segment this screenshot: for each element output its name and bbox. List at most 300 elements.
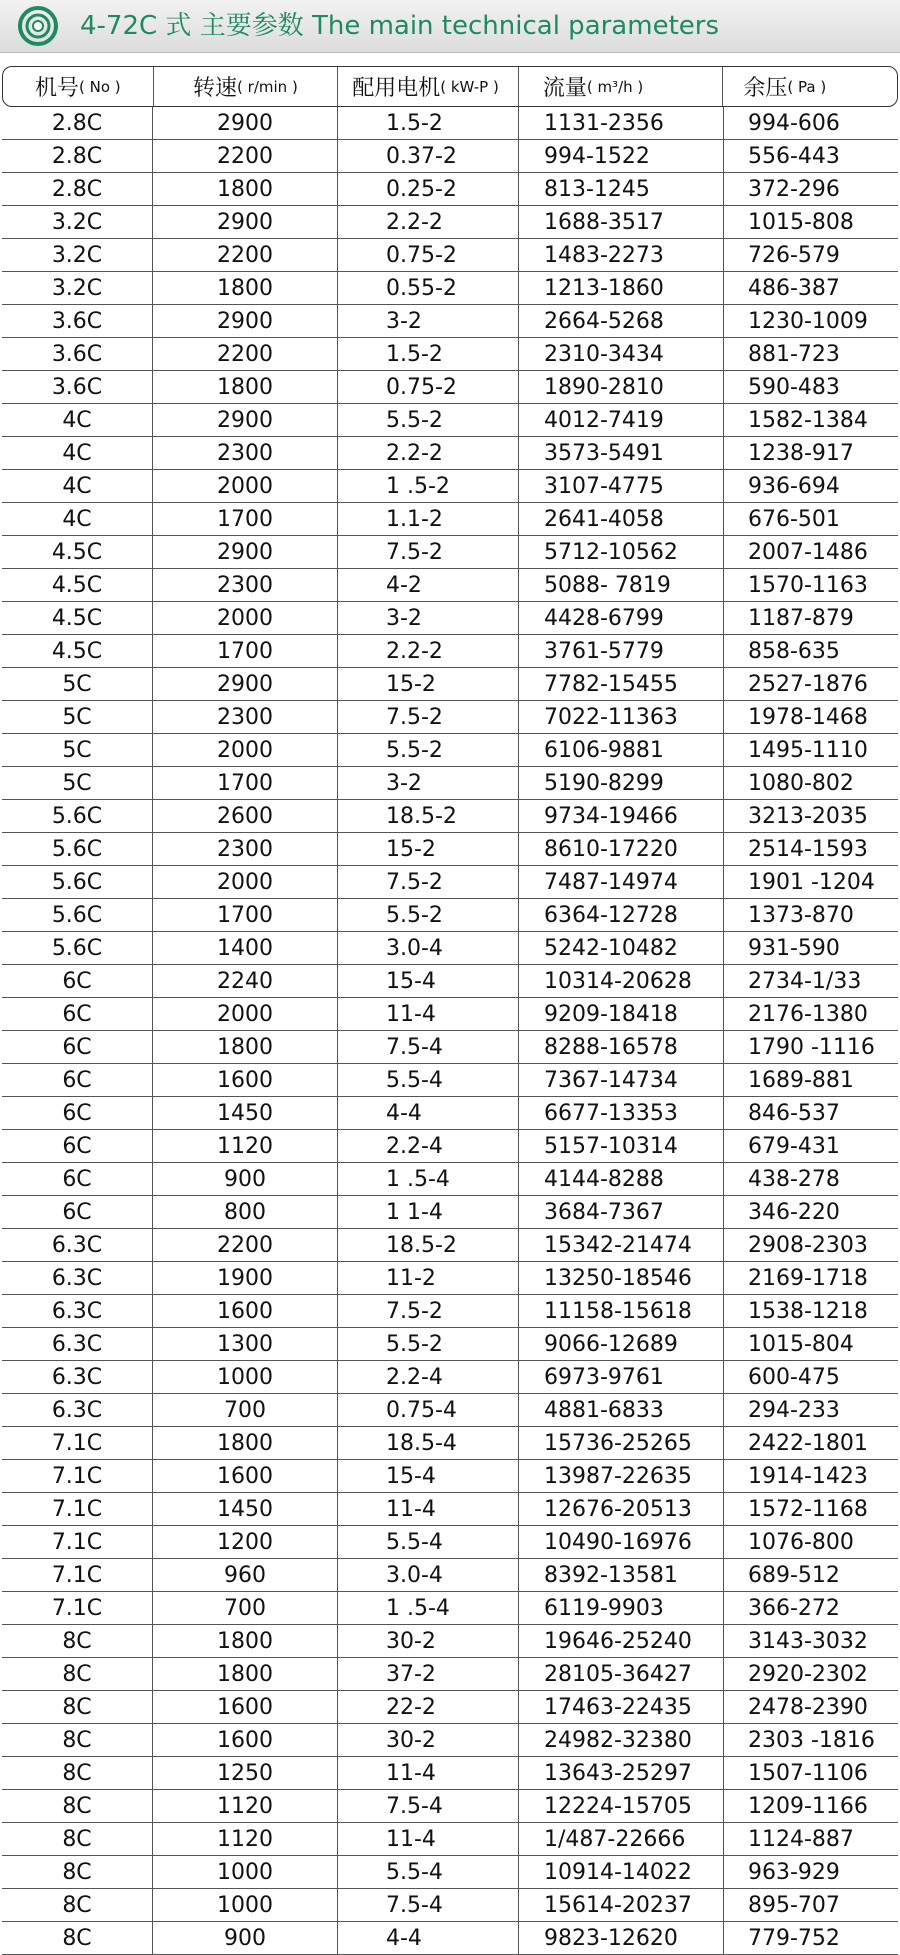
cell-motor: 3-2 xyxy=(337,767,518,799)
cell-flow: 1/487-22666 xyxy=(518,1823,723,1855)
cell-pressure: 372-296 xyxy=(723,173,898,205)
cell-no: 5C xyxy=(62,671,92,697)
cell-motor: 3-2 xyxy=(337,305,518,337)
cell-motor: 11-4 xyxy=(337,1493,518,1525)
cell-speed: 1600 xyxy=(152,1295,337,1327)
cell-flow: 8288-16578 xyxy=(518,1031,723,1063)
cell-pressure: 689-512 xyxy=(723,1559,898,1591)
cell-no: 6C xyxy=(62,1001,92,1027)
cell-speed: 1000 xyxy=(152,1856,337,1888)
cell-flow: 13643-25297 xyxy=(518,1757,723,1789)
cell-no: 6C xyxy=(62,1067,92,1093)
cell-speed: 1300 xyxy=(152,1328,337,1360)
cell-flow: 12676-20513 xyxy=(518,1493,723,1525)
table-row xyxy=(2,833,898,866)
cell-speed: 1000 xyxy=(152,1361,337,1393)
cell-motor: 7.5-4 xyxy=(337,1790,518,1822)
cell-speed: 1800 xyxy=(152,173,337,205)
cell-flow: 13250-18546 xyxy=(518,1262,723,1294)
cell-speed: 2300 xyxy=(152,701,337,733)
cell-pressure: 2478-2390 xyxy=(723,1691,898,1723)
cell-motor: 11-2 xyxy=(337,1262,518,1294)
cell-speed: 1120 xyxy=(152,1823,337,1855)
cell-motor: 2.2-2 xyxy=(337,206,518,238)
table-row xyxy=(2,1922,898,1955)
cell-flow: 994-1522 xyxy=(518,140,723,172)
cell-no: 5C xyxy=(62,704,92,730)
cell-motor: 4-2 xyxy=(337,569,518,601)
cell-speed: 1800 xyxy=(152,1427,337,1459)
cell-speed: 2900 xyxy=(152,536,337,568)
concentric-ring-logo-icon xyxy=(18,6,58,46)
cell-no: 7.1C xyxy=(51,1463,103,1489)
cell-pressure: 931-590 xyxy=(723,932,898,964)
cell-speed: 1600 xyxy=(152,1691,337,1723)
table-row xyxy=(2,1262,898,1295)
cell-motor: 0.37-2 xyxy=(337,140,518,172)
cell-motor: 2.2-4 xyxy=(337,1361,518,1393)
cell-pressure: 1015-808 xyxy=(723,206,898,238)
cell-motor: 7.5-2 xyxy=(337,1295,518,1327)
cell-flow: 1131-2356 xyxy=(518,107,723,139)
cell-pressure: 1495-1110 xyxy=(723,734,898,766)
cell-pressure: 936-694 xyxy=(723,470,898,502)
table-row xyxy=(2,404,898,437)
cell-no: 6.3C xyxy=(51,1364,103,1390)
table-row xyxy=(2,1460,898,1493)
table-row xyxy=(2,734,898,767)
cell-flow: 9066-12689 xyxy=(518,1328,723,1360)
cell-flow: 7782-15455 xyxy=(518,668,723,700)
cell-pressure: 590-483 xyxy=(723,371,898,403)
cell-flow: 6973-9761 xyxy=(518,1361,723,1393)
cell-no: 4C xyxy=(62,506,92,532)
cell-pressure: 1209-1166 xyxy=(723,1790,898,1822)
cell-motor: 7.5-4 xyxy=(337,1889,518,1921)
header-flow: 流量 ( m³/h ) xyxy=(518,67,723,106)
cell-motor: 15-4 xyxy=(337,1460,518,1492)
parameters-table xyxy=(2,66,898,1955)
cell-flow: 4428-6799 xyxy=(518,602,723,634)
table-row xyxy=(2,239,898,272)
cell-speed: 2900 xyxy=(152,206,337,238)
cell-no: 6C xyxy=(62,1166,92,1192)
cell-motor: 15-2 xyxy=(337,833,518,865)
cell-flow: 2664-5268 xyxy=(518,305,723,337)
cell-no: 8C xyxy=(62,1892,92,1918)
cell-motor: 2.2-2 xyxy=(337,437,518,469)
cell-pressure: 1124-887 xyxy=(723,1823,898,1855)
cell-motor: 2.2-4 xyxy=(337,1130,518,1162)
cell-no: 6C xyxy=(62,1100,92,1126)
cell-no: 6.3C xyxy=(51,1331,103,1357)
cell-flow: 1688-3517 xyxy=(518,206,723,238)
cell-motor: 1 .5-4 xyxy=(337,1163,518,1195)
cell-no: 8C xyxy=(62,1859,92,1885)
cell-speed: 1250 xyxy=(152,1757,337,1789)
cell-pressure: 963-929 xyxy=(723,1856,898,1888)
cell-motor: 15-2 xyxy=(337,668,518,700)
cell-flow: 5088- 7819 xyxy=(518,569,723,601)
cell-speed: 2900 xyxy=(152,404,337,436)
cell-flow: 7022-11363 xyxy=(518,701,723,733)
cell-speed: 2900 xyxy=(152,668,337,700)
cell-pressure: 1080-802 xyxy=(723,767,898,799)
table-row xyxy=(2,1856,898,1889)
table-body xyxy=(2,107,898,1955)
cell-pressure: 1978-1468 xyxy=(723,701,898,733)
cell-no: 3.6C xyxy=(51,341,103,367)
table-row xyxy=(2,1757,898,1790)
cell-no: 2.8C xyxy=(51,176,103,202)
cell-no: 8C xyxy=(62,1661,92,1687)
cell-flow: 5242-10482 xyxy=(518,932,723,964)
table-row xyxy=(2,1427,898,1460)
header-speed: 转速 ( r/min ) xyxy=(153,67,338,106)
cell-flow: 6106-9881 xyxy=(518,734,723,766)
cell-no: 4C xyxy=(62,440,92,466)
cell-flow: 9209-18418 xyxy=(518,998,723,1030)
cell-speed: 1800 xyxy=(152,272,337,304)
cell-no: 7.1C xyxy=(51,1496,103,1522)
cell-flow: 10914-14022 xyxy=(518,1856,723,1888)
cell-speed: 2200 xyxy=(152,1229,337,1261)
cell-pressure: 438-278 xyxy=(723,1163,898,1195)
cell-no: 3.6C xyxy=(51,374,103,400)
cell-pressure: 2734-1/33 xyxy=(723,965,898,997)
table-row xyxy=(2,107,898,140)
table-row xyxy=(2,635,898,668)
header-pressure: 余压 ( Pa ) xyxy=(722,67,897,106)
cell-no: 5.6C xyxy=(51,836,103,862)
table-row xyxy=(2,206,898,239)
cell-pressure: 3213-2035 xyxy=(723,800,898,832)
cell-flow: 3573-5491 xyxy=(518,437,723,469)
table-row xyxy=(2,800,898,833)
cell-motor: 4-4 xyxy=(337,1922,518,1954)
cell-no: 6.3C xyxy=(51,1397,103,1423)
cell-speed: 900 xyxy=(152,1163,337,1195)
cell-no: 3.2C xyxy=(51,209,103,235)
cell-motor: 11-4 xyxy=(337,1823,518,1855)
cell-motor: 11-4 xyxy=(337,1757,518,1789)
cell-flow: 3107-4775 xyxy=(518,470,723,502)
cell-pressure: 3143-3032 xyxy=(723,1625,898,1657)
table-row xyxy=(2,1361,898,1394)
table-row xyxy=(2,668,898,701)
cell-motor: 2.2-2 xyxy=(337,635,518,667)
cell-flow: 10490-16976 xyxy=(518,1526,723,1558)
cell-pressure: 556-443 xyxy=(723,140,898,172)
cell-motor: 7.5-2 xyxy=(337,536,518,568)
cell-speed: 2300 xyxy=(152,833,337,865)
page-title: 4-72C 式 主要参数 The main technical parameters xyxy=(80,11,719,41)
cell-motor: 30-2 xyxy=(337,1724,518,1756)
cell-speed: 1700 xyxy=(152,635,337,667)
cell-no: 6C xyxy=(62,968,92,994)
cell-flow: 1213-1860 xyxy=(518,272,723,304)
cell-no: 3.2C xyxy=(51,242,103,268)
cell-pressure: 676-501 xyxy=(723,503,898,535)
cell-no: 7.1C xyxy=(51,1562,103,1588)
cell-pressure: 2007-1486 xyxy=(723,536,898,568)
table-row xyxy=(2,899,898,932)
table-row xyxy=(2,1097,898,1130)
cell-motor: 7.5-4 xyxy=(337,1031,518,1063)
cell-motor: 0.75-2 xyxy=(337,239,518,271)
cell-motor: 5.5-4 xyxy=(337,1526,518,1558)
cell-motor: 1.1-2 xyxy=(337,503,518,535)
cell-speed: 2300 xyxy=(152,437,337,469)
cell-speed: 2000 xyxy=(152,602,337,634)
cell-speed: 1700 xyxy=(152,503,337,535)
cell-flow: 1483-2273 xyxy=(518,239,723,271)
cell-pressure: 2908-2303 xyxy=(723,1229,898,1261)
cell-motor: 1 .5-2 xyxy=(337,470,518,502)
cell-motor: 0.25-2 xyxy=(337,173,518,205)
cell-pressure: 2920-2302 xyxy=(723,1658,898,1690)
cell-no: 8C xyxy=(62,1793,92,1819)
cell-flow: 28105-36427 xyxy=(518,1658,723,1690)
cell-flow: 24982-32380 xyxy=(518,1724,723,1756)
cell-no: 7.1C xyxy=(51,1529,103,1555)
cell-speed: 800 xyxy=(152,1196,337,1228)
header-no: 机号 ( No ) xyxy=(34,76,121,101)
table-row xyxy=(2,602,898,635)
table-row xyxy=(2,866,898,899)
cell-speed: 1000 xyxy=(152,1889,337,1921)
cell-no: 4.5C xyxy=(51,605,103,631)
cell-pressure: 1238-917 xyxy=(723,437,898,469)
cell-speed: 1800 xyxy=(152,371,337,403)
cell-flow: 9823-12620 xyxy=(518,1922,723,1954)
cell-no: 5.6C xyxy=(51,803,103,829)
cell-flow: 5712-10562 xyxy=(518,536,723,568)
cell-pressure: 1373-870 xyxy=(723,899,898,931)
cell-motor: 11-4 xyxy=(337,998,518,1030)
table-row xyxy=(2,503,898,536)
cell-pressure: 1507-1106 xyxy=(723,1757,898,1789)
cell-motor: 0.55-2 xyxy=(337,272,518,304)
cell-flow: 813-1245 xyxy=(518,173,723,205)
cell-no: 6.3C xyxy=(51,1265,103,1291)
table-header-row xyxy=(2,66,898,107)
cell-speed: 900 xyxy=(152,1922,337,1954)
cell-flow: 6677-13353 xyxy=(518,1097,723,1129)
table-row xyxy=(2,1691,898,1724)
cell-speed: 2200 xyxy=(152,239,337,271)
cell-pressure: 1538-1218 xyxy=(723,1295,898,1327)
table-row xyxy=(2,1724,898,1757)
table-row xyxy=(2,1790,898,1823)
cell-no: 5C xyxy=(62,770,92,796)
cell-no: 2.8C xyxy=(51,143,103,169)
cell-flow: 17463-22435 xyxy=(518,1691,723,1723)
cell-motor: 7.5-2 xyxy=(337,701,518,733)
cell-pressure: 294-233 xyxy=(723,1394,898,1426)
table-row xyxy=(2,932,898,965)
cell-no: 4.5C xyxy=(51,539,103,565)
cell-motor: 4-4 xyxy=(337,1097,518,1129)
cell-motor: 15-4 xyxy=(337,965,518,997)
table-row xyxy=(2,1625,898,1658)
cell-flow: 5157-10314 xyxy=(518,1130,723,1162)
cell-pressure: 1901 -1204 xyxy=(723,866,898,898)
cell-flow: 3684-7367 xyxy=(518,1196,723,1228)
cell-motor: 3-2 xyxy=(337,602,518,634)
cell-motor: 5.5-4 xyxy=(337,1064,518,1096)
cell-flow: 15342-21474 xyxy=(518,1229,723,1261)
cell-motor: 3.0-4 xyxy=(337,1559,518,1591)
cell-no: 8C xyxy=(62,1925,92,1951)
cell-pressure: 881-723 xyxy=(723,338,898,370)
cell-pressure: 1230-1009 xyxy=(723,305,898,337)
cell-speed: 1120 xyxy=(152,1790,337,1822)
table-row xyxy=(2,1328,898,1361)
cell-motor: 5.5-2 xyxy=(337,734,518,766)
cell-pressure: 726-579 xyxy=(723,239,898,271)
cell-speed: 1800 xyxy=(152,1625,337,1657)
cell-no: 8C xyxy=(62,1826,92,1852)
cell-pressure: 2176-1380 xyxy=(723,998,898,1030)
cell-no: 4C xyxy=(62,473,92,499)
cell-pressure: 1582-1384 xyxy=(723,404,898,436)
cell-pressure: 679-431 xyxy=(723,1130,898,1162)
cell-motor: 1 1-4 xyxy=(337,1196,518,1228)
cell-flow: 15614-20237 xyxy=(518,1889,723,1921)
cell-motor: 1.5-2 xyxy=(337,107,518,139)
cell-motor: 37-2 xyxy=(337,1658,518,1690)
table-row xyxy=(2,1064,898,1097)
cell-speed: 1800 xyxy=(152,1031,337,1063)
cell-pressure: 895-707 xyxy=(723,1889,898,1921)
table-row xyxy=(2,701,898,734)
cell-flow: 15736-25265 xyxy=(518,1427,723,1459)
table-row xyxy=(2,437,898,470)
cell-pressure: 2303 -1816 xyxy=(723,1724,898,1756)
cell-pressure: 600-475 xyxy=(723,1361,898,1393)
cell-pressure: 2422-1801 xyxy=(723,1427,898,1459)
table-row xyxy=(2,1394,898,1427)
cell-pressure: 1790 -1116 xyxy=(723,1031,898,1063)
cell-pressure: 1076-800 xyxy=(723,1526,898,1558)
cell-motor: 3.0-4 xyxy=(337,932,518,964)
cell-no: 3.6C xyxy=(51,308,103,334)
cell-flow: 3761-5779 xyxy=(518,635,723,667)
cell-pressure: 366-272 xyxy=(723,1592,898,1624)
cell-motor: 1.5-2 xyxy=(337,338,518,370)
header-motor: 配用电机 ( kW-P ) xyxy=(337,67,518,106)
cell-speed: 2200 xyxy=(152,338,337,370)
cell-flow: 8392-13581 xyxy=(518,1559,723,1591)
cell-pressure: 1015-804 xyxy=(723,1328,898,1360)
cell-no: 5.6C xyxy=(51,935,103,961)
table-row xyxy=(2,1559,898,1592)
cell-flow: 9734-19466 xyxy=(518,800,723,832)
cell-speed: 1700 xyxy=(152,767,337,799)
cell-motor: 0.75-4 xyxy=(337,1394,518,1426)
cell-motor: 18.5-4 xyxy=(337,1427,518,1459)
page-header xyxy=(0,0,900,53)
cell-speed: 960 xyxy=(152,1559,337,1591)
cell-pressure: 1187-879 xyxy=(723,602,898,634)
cell-motor: 5.5-2 xyxy=(337,899,518,931)
cell-pressure: 1570-1163 xyxy=(723,569,898,601)
cell-flow: 5190-8299 xyxy=(518,767,723,799)
cell-speed: 2000 xyxy=(152,470,337,502)
table-row xyxy=(2,1295,898,1328)
cell-speed: 1700 xyxy=(152,899,337,931)
cell-no: 7.1C xyxy=(51,1595,103,1621)
cell-motor: 5.5-4 xyxy=(337,1856,518,1888)
cell-flow: 7487-14974 xyxy=(518,866,723,898)
cell-flow: 19646-25240 xyxy=(518,1625,723,1657)
cell-speed: 1120 xyxy=(152,1130,337,1162)
cell-speed: 700 xyxy=(152,1592,337,1624)
cell-flow: 4144-8288 xyxy=(518,1163,723,1195)
table-row xyxy=(2,173,898,206)
table-row xyxy=(2,338,898,371)
cell-flow: 4881-6833 xyxy=(518,1394,723,1426)
cell-no: 3.2C xyxy=(51,275,103,301)
cell-no: 6.3C xyxy=(51,1232,103,1258)
cell-flow: 4012-7419 xyxy=(518,404,723,436)
table-row xyxy=(2,140,898,173)
cell-pressure: 486-387 xyxy=(723,272,898,304)
cell-speed: 2000 xyxy=(152,866,337,898)
cell-pressure: 858-635 xyxy=(723,635,898,667)
cell-no: 6C xyxy=(62,1199,92,1225)
cell-pressure: 1914-1423 xyxy=(723,1460,898,1492)
table-row xyxy=(2,1592,898,1625)
cell-pressure: 994-606 xyxy=(723,107,898,139)
table-row xyxy=(2,569,898,602)
cell-speed: 2900 xyxy=(152,107,337,139)
cell-motor: 5.5-2 xyxy=(337,404,518,436)
cell-flow: 11158-15618 xyxy=(518,1295,723,1327)
cell-no: 8C xyxy=(62,1760,92,1786)
cell-speed: 2600 xyxy=(152,800,337,832)
table-row xyxy=(2,1031,898,1064)
cell-speed: 1800 xyxy=(152,1658,337,1690)
cell-motor: 18.5-2 xyxy=(337,800,518,832)
table-row xyxy=(2,1823,898,1856)
cell-motor: 22-2 xyxy=(337,1691,518,1723)
table-row xyxy=(2,1130,898,1163)
cell-speed: 1900 xyxy=(152,1262,337,1294)
table-row xyxy=(2,1658,898,1691)
table-row xyxy=(2,1493,898,1526)
cell-flow: 6119-9903 xyxy=(518,1592,723,1624)
table-row xyxy=(2,998,898,1031)
cell-flow: 12224-15705 xyxy=(518,1790,723,1822)
table-row xyxy=(2,1163,898,1196)
table-row xyxy=(2,371,898,404)
cell-speed: 2300 xyxy=(152,569,337,601)
cell-no: 2.8C xyxy=(51,110,103,136)
cell-speed: 1200 xyxy=(152,1526,337,1558)
cell-flow: 7367-14734 xyxy=(518,1064,723,1096)
cell-flow: 2641-4058 xyxy=(518,503,723,535)
cell-pressure: 2169-1718 xyxy=(723,1262,898,1294)
cell-motor: 7.5-2 xyxy=(337,866,518,898)
table-row xyxy=(2,272,898,305)
table-row xyxy=(2,1229,898,1262)
cell-speed: 2900 xyxy=(152,305,337,337)
cell-pressure: 1689-881 xyxy=(723,1064,898,1096)
cell-motor: 5.5-2 xyxy=(337,1328,518,1360)
cell-no: 7.1C xyxy=(51,1430,103,1456)
